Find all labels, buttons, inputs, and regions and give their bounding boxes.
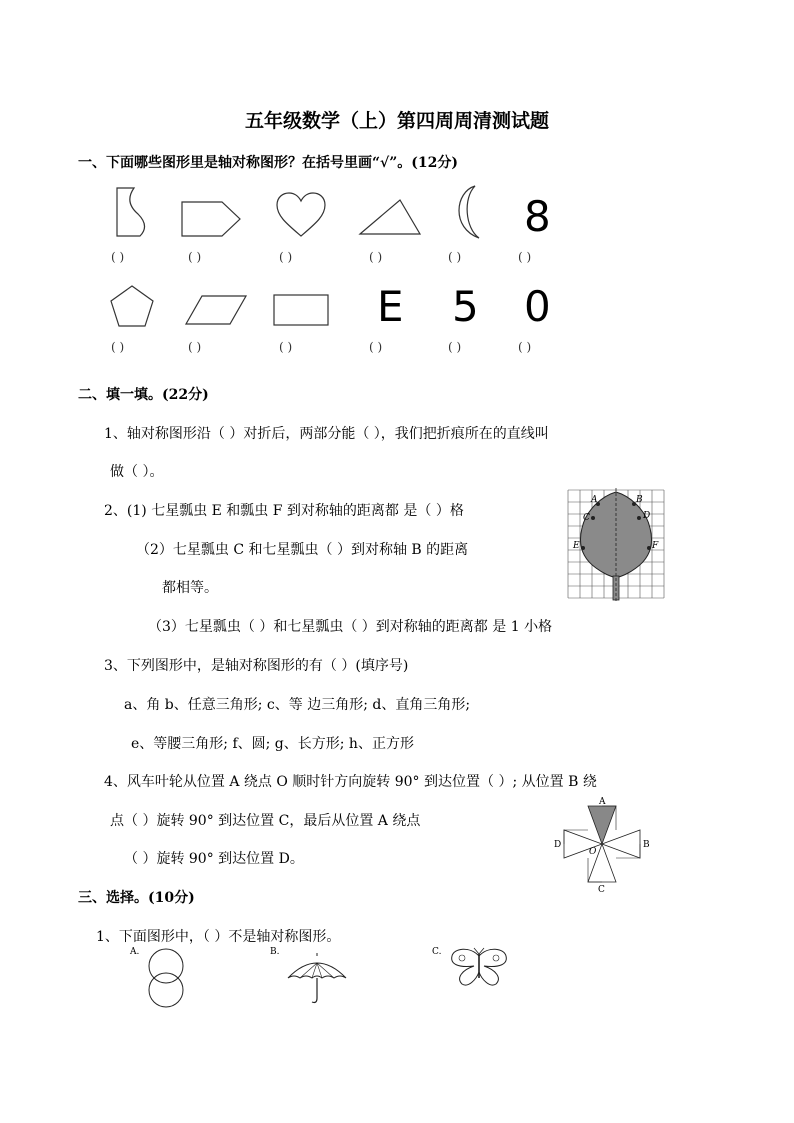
leaf-label-a: A [591, 495, 598, 505]
leaf-label-e: E [573, 541, 580, 551]
windmill-figure [552, 796, 652, 894]
answer-paren[interactable]: ( ) [279, 250, 293, 264]
q3-line-2: a、角 b、任意三角形; c、等 边三角形; d、直角三角形; [124, 697, 471, 713]
windmill-label-b: B [643, 840, 650, 850]
answer-paren[interactable]: ( ) [369, 340, 383, 354]
q2-part-3: （3）七星瓢虫（ ）和七星瓢虫（ ）到对称轴的距离都 是 1 小格 [148, 619, 553, 635]
answer-paren[interactable]: ( ) [111, 250, 125, 264]
q2-part-2: （2）七星瓢虫 C 和七星瓢虫（ ）到对称轴 B 的距离 [136, 542, 469, 558]
shape-digit-0: 0 [524, 282, 551, 331]
answer-paren[interactable]: ( ) [279, 340, 293, 354]
shape-crescent [449, 184, 485, 240]
q4-line-2: 点（ ）旋转 90° 到达位置 C，最后从位置 A 绕点 [110, 813, 421, 829]
shape-parallelogram [184, 294, 248, 326]
windmill-label-d: D [554, 840, 562, 850]
shape-triangle [358, 198, 422, 238]
ladybug-leaf-grid-figure [566, 488, 666, 604]
section-1-heading: 一、下面哪些图形里是轴对称图形？在括号里画“√”。(12分) [78, 155, 459, 171]
q1-line-1: 1、轴对称图形沿（ ）对折后，两部分能（ ），我们把折痕所在的直线叫 [104, 426, 549, 442]
leaf-label-f: F [652, 541, 659, 551]
page-title: 五年级数学（上）第四周周清测试题 [244, 110, 549, 132]
butterfly-icon [448, 946, 510, 990]
answer-paren[interactable]: ( ) [448, 250, 462, 264]
option-a-label[interactable]: A. [130, 947, 140, 957]
answer-paren[interactable]: ( ) [188, 340, 202, 354]
q3-line-3: e、等腰三角形; f、圆; g、长方形; h、正方形 [131, 736, 414, 752]
answer-paren[interactable]: ( ) [111, 340, 125, 354]
shape-heart [275, 192, 327, 238]
leaf-label-d: D [643, 511, 651, 521]
windmill-label-c: C [598, 885, 605, 895]
leaf-label-b: B [636, 495, 643, 505]
q2-part-2-cont: 都相等。 [162, 580, 218, 596]
windmill-label-a: A [599, 797, 606, 807]
umbrella-icon [286, 952, 348, 1008]
shape-arrow-pentagon [180, 200, 244, 240]
section-3-heading: 三、选择。(10分) [78, 890, 195, 906]
leaf-label-c: C [583, 513, 590, 523]
q2-part-1: 2、(1) 七星瓢虫 E 和瓢虫 F 到对称轴的距离都 是（ ）格 [104, 503, 464, 519]
q1-line-2: 做（ ）。 [110, 464, 164, 480]
answer-paren[interactable]: ( ) [448, 340, 462, 354]
shape-rectangle [272, 293, 330, 327]
answer-paren[interactable]: ( ) [188, 250, 202, 264]
s3-q1: 1、下面图形中，（ ）不是轴对称图形。 [96, 929, 341, 945]
option-a-two-circles [144, 948, 188, 1010]
option-b-label[interactable]: B. [270, 947, 280, 957]
shape-digit-8: 8 [524, 192, 551, 241]
shape-digit-5: 5 [452, 282, 479, 331]
answer-paren[interactable]: ( ) [518, 250, 532, 264]
section-2-heading: 二、填一填。(22分) [78, 387, 209, 403]
q3-line-1: 3、下列图形中，是轴对称图形的有（ ）(填序号) [104, 658, 409, 674]
option-c-label[interactable]: C. [432, 947, 442, 957]
answer-paren[interactable]: ( ) [369, 250, 383, 264]
shape-pentagon [108, 284, 156, 328]
shape-letter-e: E [377, 282, 404, 331]
q4-line-3: （ ）旋转 90° 到达位置 D。 [124, 851, 304, 867]
windmill-label-o: O [589, 847, 597, 857]
shape-s-curve [112, 186, 152, 238]
answer-paren[interactable]: ( ) [518, 340, 532, 354]
q4-line-1: 4、风车叶轮从位置 A 绕点 O 顺时针方向旋转 90° 到达位置（ ）; 从位置 B 绕 [104, 774, 597, 790]
